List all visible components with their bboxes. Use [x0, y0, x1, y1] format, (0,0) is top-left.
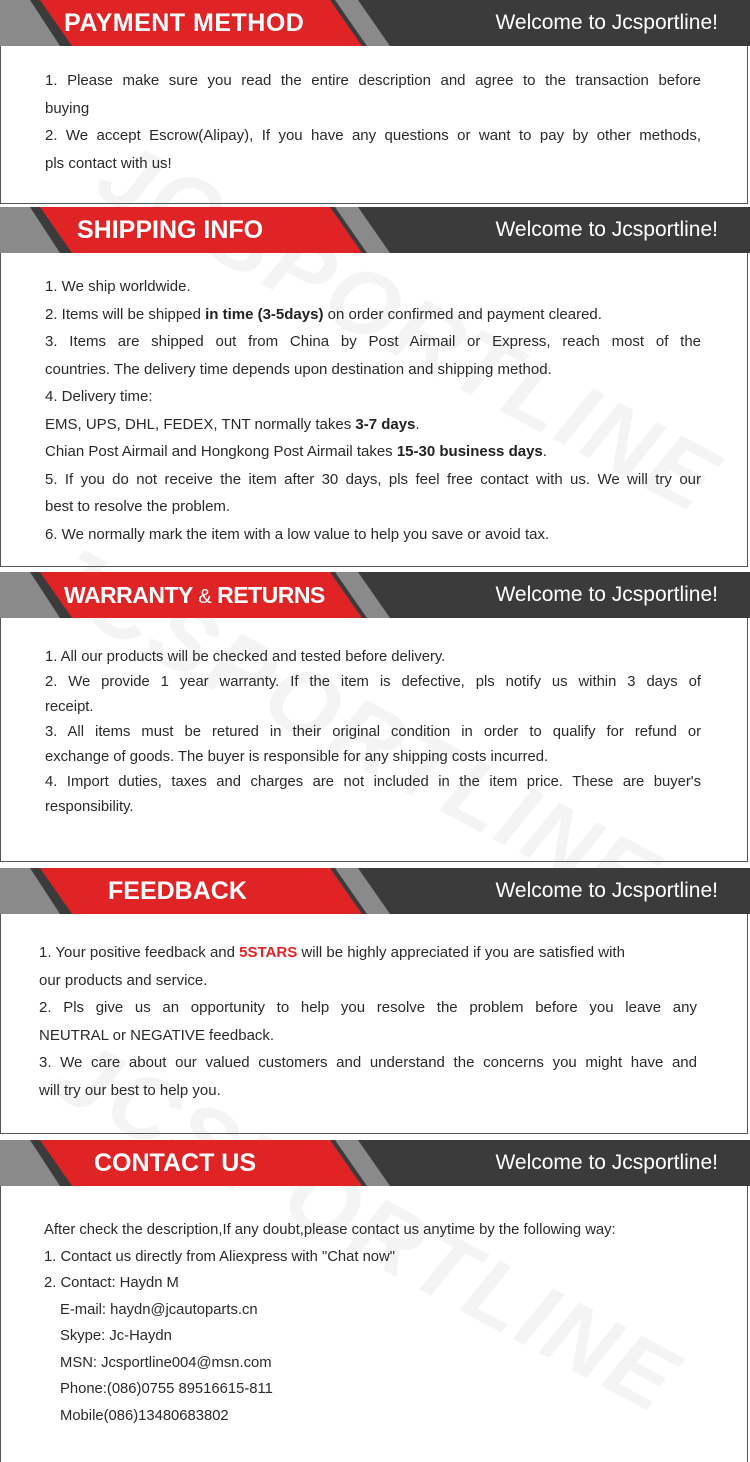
payment-header — [0, 0, 750, 46]
feedback-section — [0, 868, 750, 1134]
contact-skype: Skype: Jc-Haydn — [60, 1328, 172, 1344]
welcome-text: Welcome to Jcsportline! — [495, 218, 718, 241]
shipping-line: Chian Post Airmail and Hongkong Post Airmail takes 15-30 business days. — [45, 443, 547, 460]
feedback-header — [0, 868, 750, 914]
shipping-line: 1. We ship worldwide. — [45, 278, 191, 295]
contact-line: After check the description,If any doubt,please contact us anytime by the following way: — [44, 1222, 616, 1238]
shipping-title: SHIPPING INFO — [77, 216, 264, 244]
feedback-line: 1. Your positive feedback and 5STARS will be highly appreciated if you are satisfied with — [39, 944, 625, 961]
contact-body — [0, 1186, 748, 1462]
warranty-section — [0, 572, 750, 862]
ampersand: & — [198, 586, 212, 608]
welcome-text: Welcome to Jcsportline! — [495, 879, 718, 902]
feedback-line: 2. Pls give us an opportunity to help you resolve the problem before you leave any — [39, 999, 697, 1016]
contact-header — [0, 1140, 750, 1186]
shipping-line: 6. We normally mark the item with a low value to help you save or avoid tax. — [45, 525, 550, 543]
feedback-line: 3. We care about our valued customers and understand the concerns you might have and — [39, 1054, 697, 1071]
five-stars-highlight: 5STARS — [239, 944, 298, 961]
warranty-line: 3. All items must be retured in their original condition in order to qualify for refund or — [45, 724, 701, 740]
contact-line: 1. Contact us directly from Aliexpress with "Chat now" — [44, 1248, 395, 1265]
shipping-line: 4. Delivery time: — [45, 388, 153, 405]
warranty-line: 2. We provide 1 year warranty. If the item is defective, pls notify us within 3 days of — [45, 674, 701, 690]
feedback-body — [0, 914, 748, 1134]
contact-title: CONTACT US — [94, 1149, 257, 1177]
contact-mobile: Mobile(086)13480683802 — [60, 1407, 229, 1424]
shipping-line: 5. If you do not receive the item after 30 days, pls feel free contact with us. We will try our — [45, 470, 701, 488]
warranty-line: 4. Import duties, taxes and charges are not included in the item price. These are buyer's — [45, 774, 701, 790]
shipping-header — [0, 207, 750, 253]
warranty-body — [0, 618, 748, 862]
payment-line: buying — [45, 99, 90, 117]
warranty-line: responsibility. — [45, 799, 134, 815]
contact-msn: MSN: Jcsportline004@msn.com — [60, 1354, 272, 1371]
shipping-section — [0, 207, 750, 567]
shipping-line: countries. The delivery time depends upon destination and shipping method. — [45, 360, 552, 378]
contact-line: 2. Contact: Haydn M — [44, 1275, 179, 1291]
contact-section — [0, 1140, 750, 1462]
express-days-highlight: 3-7 days — [355, 415, 416, 433]
warranty-line: receipt. — [45, 699, 94, 715]
payment-title: PAYMENT METHOD — [64, 9, 305, 37]
welcome-text: Welcome to Jcsportline! — [495, 11, 718, 34]
feedback-line: will try our best to help you. — [39, 1081, 221, 1099]
payment-line: pls contact with us! — [45, 154, 172, 172]
contact-phone: Phone:(086)0755 89516615-811 — [60, 1381, 273, 1397]
warranty-header — [0, 572, 750, 618]
payment-line: 2. We accept Escrow(Alipay), If you have any questions or want to pay by other methods, — [45, 127, 701, 144]
payment-body — [0, 46, 748, 204]
payment-line: 1. Please make sure you read the entire description and agree to the transaction before — [45, 72, 701, 89]
warranty-title: WARRANTY & RETURNS — [64, 582, 325, 608]
warranty-line: 1. All our products will be checked and tested before delivery. — [45, 649, 446, 665]
shipping-line: best to resolve the problem. — [45, 498, 231, 515]
shipping-line: 2. Items will be shipped in time (3-5days) on order confirmed and payment cleared. — [45, 305, 602, 323]
shipping-body — [0, 253, 748, 567]
payment-section — [0, 0, 750, 204]
welcome-text: Welcome to Jcsportline! — [495, 583, 718, 606]
shipping-line: EMS, UPS, DHL, FEDEX, TNT normally takes 3-7 days. — [45, 415, 420, 433]
welcome-text: Welcome to Jcsportline! — [495, 1151, 718, 1174]
feedback-line: our products and service. — [39, 971, 208, 989]
feedback-line: NEUTRAL or NEGATIVE feedback. — [39, 1026, 275, 1044]
warranty-line: exchange of goods. The buyer is responsible for any shipping costs incurred. — [45, 749, 549, 765]
shipping-time-highlight: in time (3-5days) — [205, 305, 324, 323]
feedback-title: FEEDBACK — [108, 877, 247, 905]
contact-email: E-mail: haydn@jcautoparts.cn — [60, 1301, 258, 1318]
shipping-line: 3. Items are shipped out from China by Post Airmail or Express, reach most of the — [45, 333, 701, 350]
airmail-days-highlight: 15-30 business days — [396, 443, 543, 460]
